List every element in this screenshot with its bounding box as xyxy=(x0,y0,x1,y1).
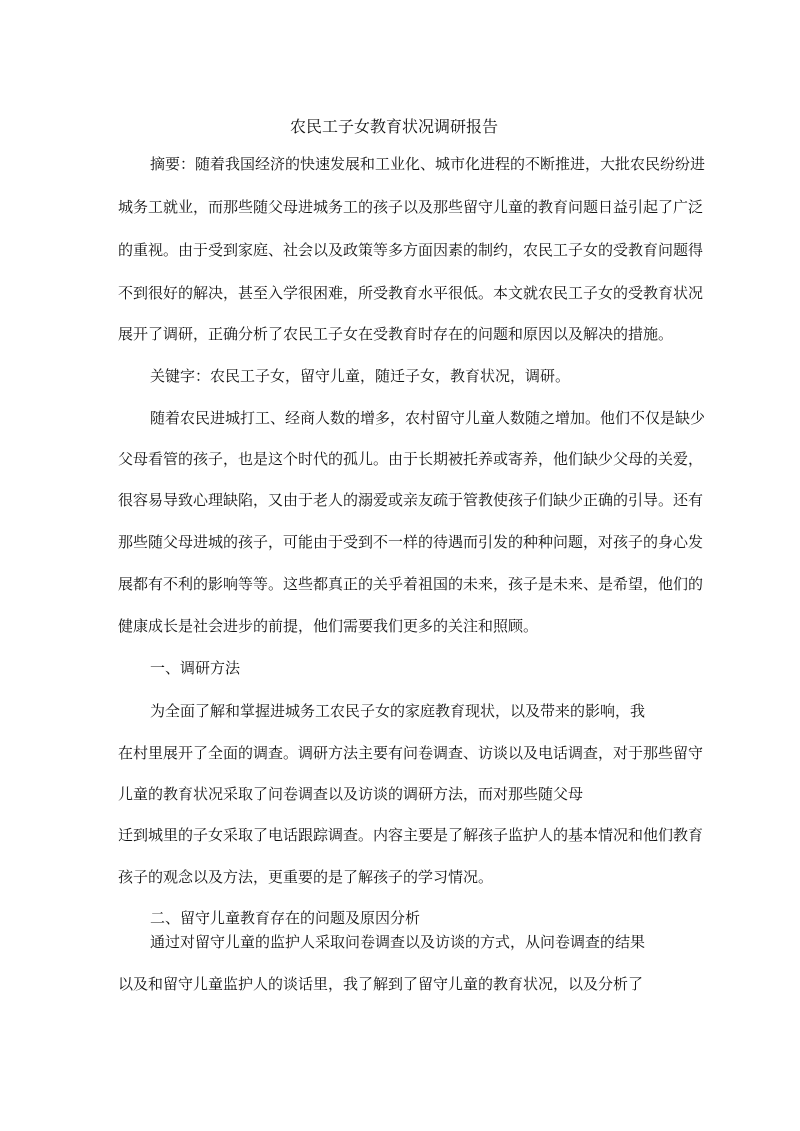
method-line-3: 儿童的教育状况采取了问卷调查以及访谈的调研方法，而对那些随父母 xyxy=(118,785,584,803)
intro-line-1: 随着农民进城打工、经商人数的增多，农村留守儿童人数随之增加。他们不仅是缺少 xyxy=(150,409,706,427)
abstract-line-3: 的重视。由于受到家庭、社会以及政策等多方面因素的制约，农民工子女的受教育问题得 xyxy=(118,241,704,259)
section-heading-2: 二、留守儿童教育存在的问题及原因分析 xyxy=(150,909,421,927)
method-line-5: 孩子的观念以及方法，更重要的是了解孩子的学习情况。 xyxy=(118,868,494,886)
intro-line-2: 父母看管的孩子，也是这个时代的孤儿。由于长期被托养或寄养，他们缺少父母的关爱， xyxy=(118,450,704,468)
method-line-2: 在村里展开了全面的调查。调研方法主要有问卷调查、访谈以及电话调查，对于那些留守 xyxy=(118,744,704,762)
analysis-line-2: 以及和留守儿童监护人的谈话里，我了解到了留守儿童的教育状况，以及分析了 xyxy=(118,975,644,993)
keywords-line: 关键字：农民工子女，留守儿童，随迁子女，教育状况，调研。 xyxy=(150,367,571,385)
intro-line-5: 展都有不利的影响等等。这些都真正的关乎着祖国的未来，孩子是未来、是希望，他们的 xyxy=(118,575,704,593)
method-line-4: 迁到城里的子女采取了电话跟踪调查。内容主要是了解孩子监护人的基本情况和他们教育 xyxy=(118,826,704,844)
abstract-line-2: 城务工就业，而那些随父母进城务工的孩子以及那些留守儿童的教育问题日益引起了广泛 xyxy=(118,198,704,216)
intro-line-4: 那些随父母进城的孩子，可能由于受到不一样的待遇而引发的种种问题，对孩子的身心发 xyxy=(118,533,704,551)
abstract-line-1: 摘要：随着我国经济的快速发展和工业化、城市化进程的不断推进，大批农民纷纷进 xyxy=(150,155,706,173)
abstract-line-5: 展开了调研，正确分析了农民工子女在受教育时存在的问题和原因以及解决的措施。 xyxy=(118,325,674,343)
document-title: 农民工子女教育状况调研报告 xyxy=(290,117,499,136)
abstract-line-4: 不到很好的解决，甚至入学很困难，所受教育水平很低。本文就农民工子女的受教育状况 xyxy=(118,284,704,302)
intro-line-3: 很容易导致心理缺陷，又由于老人的溺爱或亲友疏于管教使孩子们缺少正确的引导。还有 xyxy=(118,491,704,509)
intro-line-6: 健康成长是社会进步的前提，他们需要我们更多的关注和照顾。 xyxy=(118,617,539,635)
method-line-1: 为全面了解和掌握进城务工农民子女的家庭教育现状，以及带来的影响，我 xyxy=(150,702,646,720)
section-heading-1: 一、调研方法 xyxy=(150,659,241,677)
analysis-line-1: 通过对留守儿童的监护人采取问卷调查以及访谈的方式，从问卷调查的结果 xyxy=(150,933,646,951)
